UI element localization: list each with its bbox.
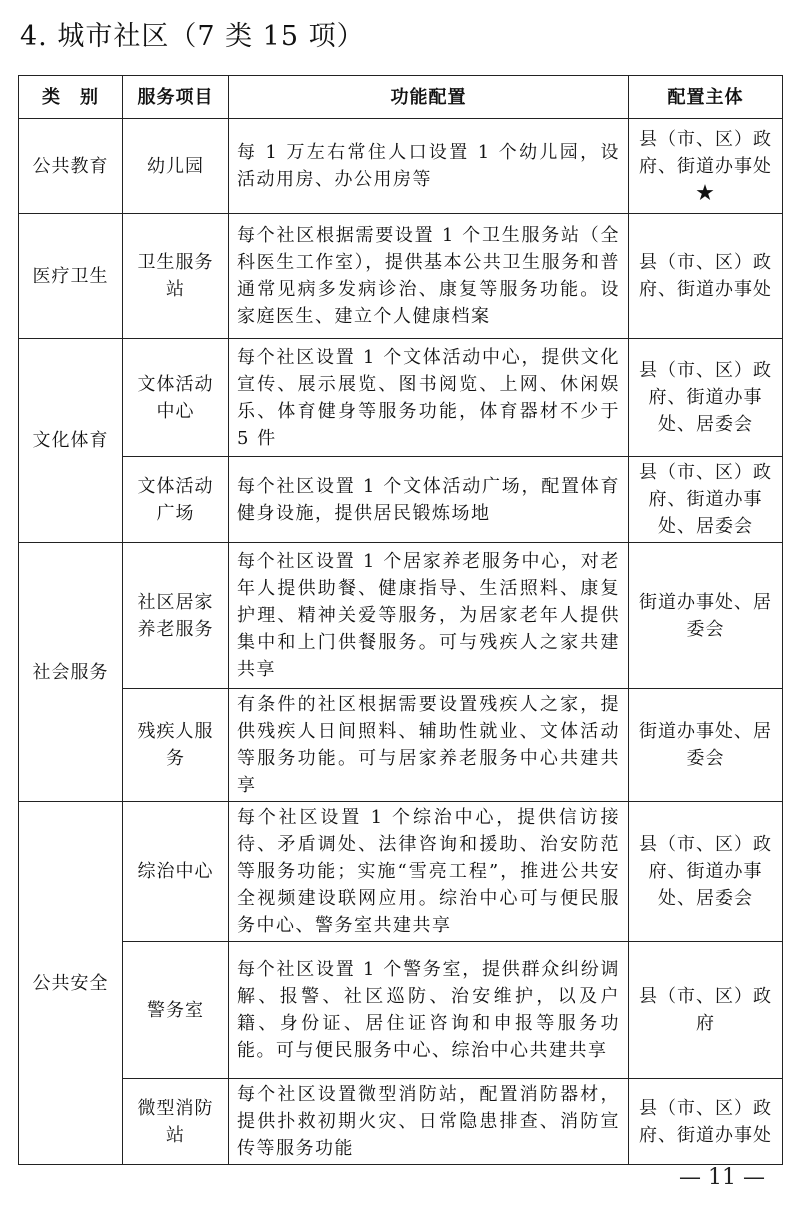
header-category: 类 别 — [19, 76, 123, 119]
function-cell: 每 1 万左右常住人口设置 1 个幼儿园，设活动用房、办公用房等 — [229, 119, 629, 214]
header-provider: 配置主体 — [629, 76, 783, 119]
table-row — [19, 543, 783, 689]
section-heading: 4. 城市社区（7 类 15 项） — [20, 21, 365, 52]
function-cell: 每个社区设置 1 个警务室，提供群众纠纷调解、报警、社区巡防、治安维护，以及户籍、身份证、居住证咨询和申报等服务功能。可与便民服务中心、综治中心共建共享 — [229, 942, 629, 1079]
service-item-cell: 警务室 — [123, 942, 229, 1079]
table-header-row — [19, 76, 783, 119]
header-service-item: 服务项目 — [123, 76, 229, 119]
provider-cell: 县（市、区）政府、街道办事处 — [629, 1079, 783, 1165]
service-item-cell: 微型消防站 — [123, 1079, 229, 1165]
service-item-cell: 卫生服务站 — [123, 214, 229, 339]
provider-cell: 县（市、区）政府、街道办事处、居委会 — [629, 457, 783, 543]
category-cell: 公共安全 — [19, 802, 123, 1165]
header-function: 功能配置 — [229, 76, 629, 119]
table-row — [19, 119, 783, 214]
table-row — [19, 802, 783, 942]
function-cell: 每个社区设置 1 个综治中心，提供信访接待、矛盾调处、法律咨询和援助、治安防范等服务功能；实施“雪亮工程”，推进公共安全视频建设联网应用。综治中心可与便民服务中心、警务室共建共享 — [229, 802, 629, 942]
category-cell: 文化体育 — [19, 339, 123, 543]
function-cell: 每个社区设置微型消防站，配置消防器材，提供扑救初期火灾、日常隐患排查、消防宣传等服务功能 — [229, 1079, 629, 1165]
provider-cell: 县（市、区）政府、街道办事处、居委会 — [629, 339, 783, 457]
provider-cell: 街道办事处、居委会 — [629, 689, 783, 802]
table-row — [19, 942, 783, 1079]
page-number: — 11 — — [679, 1165, 765, 1190]
provider-cell: 县（市、区）政府、街道办事处、居委会 — [629, 802, 783, 942]
service-item-cell: 社区居家养老服务 — [123, 543, 229, 689]
function-cell: 有条件的社区根据需要设置残疾人之家，提供残疾人日间照料、辅助性就业、文体活动等服务功能。可与居家养老服务中心共建共享 — [229, 689, 629, 802]
table-row — [19, 339, 783, 457]
service-item-cell: 文体活动广场 — [123, 457, 229, 543]
function-cell: 每个社区设置 1 个居家养老服务中心，对老年人提供助餐、健康指导、生活照料、康复护理、精神关爱等服务，为居家老年人提供集中和上门供餐服务。可与残疾人之家共建共享 — [229, 543, 629, 689]
service-table — [18, 75, 783, 1165]
category-cell: 医疗卫生 — [19, 214, 123, 339]
service-item-cell: 综治中心 — [123, 802, 229, 942]
function-cell: 每个社区设置 1 个文体活动广场，配置体育健身设施，提供居民锻炼场地 — [229, 457, 629, 543]
category-cell: 公共教育 — [19, 119, 123, 214]
table-row — [19, 689, 783, 802]
provider-cell: 街道办事处、居委会 — [629, 543, 783, 689]
service-item-cell: 幼儿园 — [123, 119, 229, 214]
category-cell: 社会服务 — [19, 543, 123, 802]
service-item-cell: 文体活动中心 — [123, 339, 229, 457]
table-row — [19, 457, 783, 543]
provider-cell: 县（市、区）政府、街道办事处 — [629, 214, 783, 339]
provider-cell: 县（市、区）政府、街道办事处★ — [629, 119, 783, 214]
table-row — [19, 1079, 783, 1165]
service-item-cell: 残疾人服务 — [123, 689, 229, 802]
function-cell: 每个社区设置 1 个文体活动中心，提供文化宣传、展示展览、图书阅览、上网、休闲娱乐、体育健身等服务功能，体育器材不少于 5 件 — [229, 339, 629, 457]
table-row — [19, 214, 783, 339]
provider-cell: 县（市、区）政府 — [629, 942, 783, 1079]
function-cell: 每个社区根据需要设置 1 个卫生服务站（全科医生工作室），提供基本公共卫生服务和普通常见病多发病诊治、康复等服务功能。设家庭医生、建立个人健康档案 — [229, 214, 629, 339]
